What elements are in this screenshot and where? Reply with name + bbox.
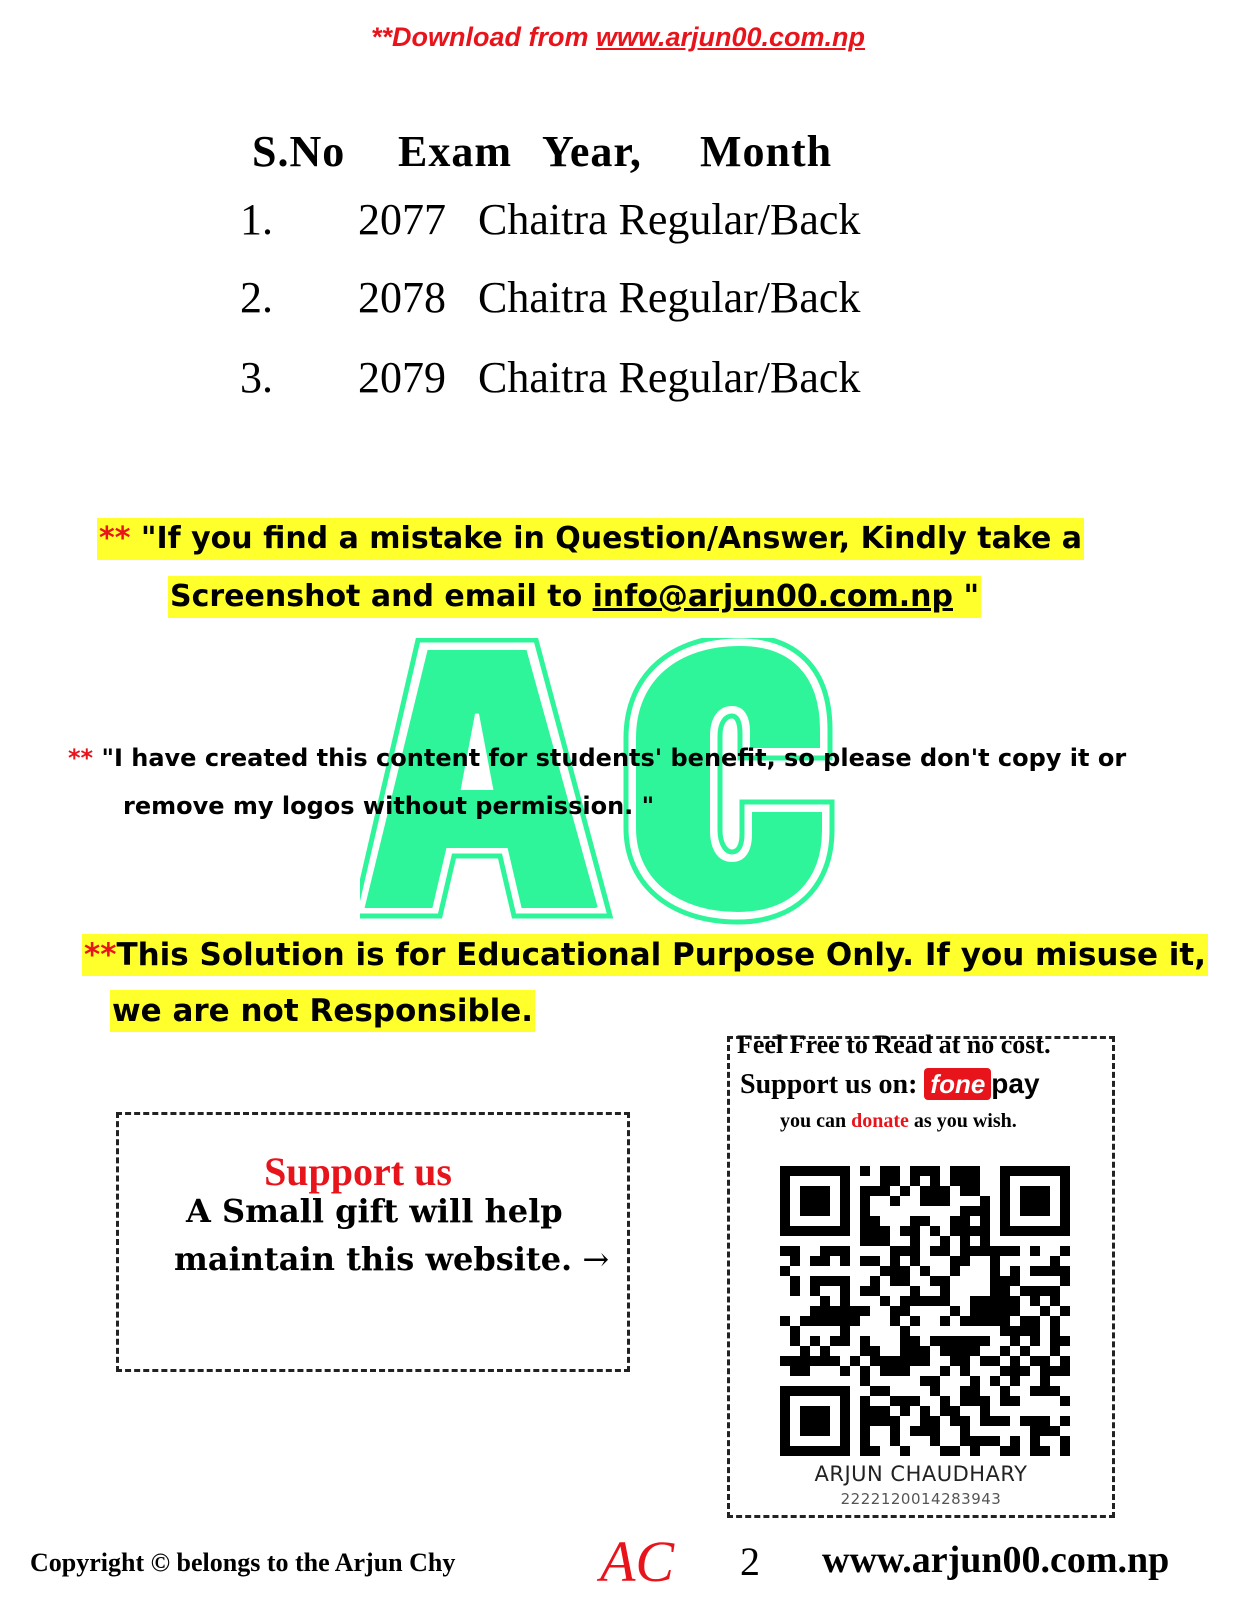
exam-row-sno: 2.	[240, 273, 273, 322]
copy-notice-line1	[68, 744, 1126, 772]
donate-suffix: as you wish.	[908, 1110, 1017, 1132]
copy-stars: **	[68, 744, 94, 772]
copy-text: "I have created this content for students' benefit, so please don't copy it or	[93, 744, 1127, 772]
support-line1: A Small gift will help	[186, 1192, 563, 1230]
footer-logo: AC	[600, 1529, 675, 1594]
exam-header-sno: S.No	[252, 127, 346, 176]
support-line2-text: maintain this website.	[174, 1240, 573, 1278]
exam-row-year: 2077	[358, 195, 446, 244]
support-line2	[174, 1240, 609, 1278]
mistake-email-prefix: Screenshot and email to	[170, 579, 593, 614]
download-prefix: **Download from	[370, 22, 596, 52]
arrow-right-icon: →	[572, 1240, 610, 1278]
download-line	[0, 22, 1236, 53]
mistake-text: "If you find a mistake in Question/Answer, Kindly take a	[130, 521, 1083, 556]
exam-row-sno: 3.	[240, 353, 273, 402]
fonepay-logo-word: pay	[991, 1068, 1040, 1099]
ac-logo	[360, 638, 850, 938]
exam-header-exam: Exam	[398, 127, 512, 176]
fonepay-free-text: Feel Free to Read at no cost.	[737, 1030, 1051, 1059]
exam-row-desc: Chaitra Regular/Back	[478, 195, 861, 244]
qr-finder	[1000, 1166, 1070, 1236]
support-title: Support us	[264, 1149, 452, 1194]
exam-row-desc: Chaitra Regular/Back	[478, 273, 861, 322]
mistake-stars: **	[99, 521, 131, 556]
disclaimer-line1	[82, 934, 1208, 976]
fonepay-support-line	[740, 1068, 1040, 1101]
footer-website[interactable]: www.arjun00.com.np	[822, 1539, 1170, 1581]
page-number: 2	[740, 1539, 760, 1584]
qr-finder	[780, 1386, 850, 1456]
disclaimer-line2: we are not Responsible.	[110, 990, 535, 1032]
exam-header-month: Month	[700, 127, 833, 176]
qr-code[interactable]	[780, 1166, 1070, 1456]
email-link[interactable]: info@arjun00.com.np	[592, 579, 953, 614]
fonepay-donate-line	[780, 1110, 1017, 1133]
download-link[interactable]: www.arjun00.com.np	[595, 22, 866, 52]
exam-row-desc: Chaitra Regular/Back	[478, 353, 861, 402]
exam-row-year: 2078	[358, 273, 446, 322]
disclaimer-stars: **	[84, 937, 117, 973]
fonepay-support-prefix: Support us on:	[740, 1069, 918, 1100]
footer-copyright: Copyright © belongs to the Arjun Chy	[30, 1548, 456, 1577]
copy-notice-line2: remove my logos without permission. "	[123, 792, 655, 820]
mistake-suffix: "	[953, 579, 980, 614]
fonepay-logo: fone	[924, 1068, 991, 1100]
mistake-note-line2	[168, 576, 981, 618]
exam-row-year: 2079	[358, 353, 446, 402]
donate-prefix: you can	[780, 1110, 852, 1132]
disclaimer-text: This Solution is for Educational Purpose Only. If you misuse it,	[116, 937, 1206, 973]
logo-letter-c	[634, 644, 824, 914]
mistake-note-line1	[97, 518, 1084, 560]
exam-header-year: Year,	[542, 127, 642, 176]
qr-finder	[780, 1166, 850, 1236]
qr-account-name: ARJUN CHAUDHARY	[814, 1462, 1028, 1486]
logo-letter-a	[362, 648, 600, 910]
qr-account-number: 2222120014283943	[840, 1490, 1002, 1508]
exam-row-sno: 1.	[240, 195, 273, 244]
donate-word: donate	[851, 1110, 909, 1132]
